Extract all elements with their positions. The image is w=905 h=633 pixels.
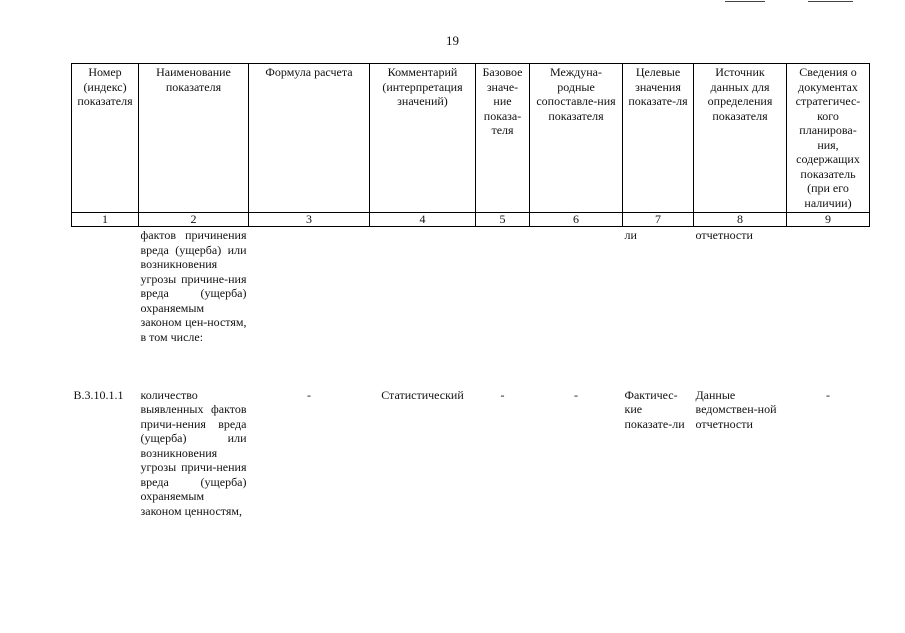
cell-comment (370, 227, 476, 387)
cell-international (530, 227, 623, 387)
table-row (72, 227, 870, 387)
table-row (72, 387, 870, 520)
cell-strategic-docs: - (826, 387, 830, 402)
header-cell-international: Междуна-родные сопоставле-ния показателя (530, 64, 623, 213)
scan-artifact-line (725, 1, 765, 2)
indicator-table (71, 63, 870, 519)
cell-target-value: Фактичес-кие показате-ли (624, 387, 685, 431)
cell-base-value: - (500, 387, 505, 402)
column-number: 1 (72, 213, 139, 227)
cell-name: фактов причинения вреда (ущерба) или возникновения угрозы причине-ния вреда (ущерба) охраняемым законом цен-ностям, в том числе: (140, 228, 247, 344)
column-number-row (72, 213, 870, 227)
cell-formula (249, 227, 370, 387)
cell-formula: - (307, 387, 311, 402)
cell-comment: Статистический (381, 387, 464, 402)
cell-data-source: отчетности (695, 228, 753, 242)
column-number: 8 (694, 213, 787, 227)
indicator-table-container (71, 63, 869, 519)
header-cell-target-value: Целевые значения показате-ля (623, 64, 694, 213)
column-number: 7 (623, 213, 694, 227)
page-number: 19 (446, 33, 459, 48)
column-number: 9 (787, 213, 870, 227)
table-header-row (72, 64, 870, 213)
header-cell-formula: Формула расчета (249, 64, 370, 213)
header-cell-name: Наименование показателя (139, 64, 249, 213)
column-number: 4 (370, 213, 476, 227)
scan-artifact-line (808, 1, 853, 2)
column-number: 3 (249, 213, 370, 227)
cell-data-source: Данные ведомствен-ной отчетности (695, 387, 777, 431)
header-cell-base-value: Базовое значе-ние показа-теля (476, 64, 530, 213)
header-cell-index: Номер (индекс) показателя (72, 64, 139, 213)
cell-target-value: ли (624, 228, 637, 242)
column-number: 5 (476, 213, 530, 227)
header-cell-strategic-docs: Сведения о документах стратегичес-кого планирова-ния, содержащих показатель (при его наличии) (787, 64, 870, 213)
cell-international: - (574, 387, 578, 402)
cell-strategic-docs (787, 227, 870, 387)
cell-index: В.3.10.1.1 (73, 387, 124, 402)
cell-name: количество выявленных фактов причи-нения вреда (ущерба) или возникновения угрозы причи-нения вреда (ущерба) охраняемым законом ценностям, (140, 387, 247, 518)
cell-index (72, 227, 139, 387)
header-cell-comment: Комментарий (интерпретация значений) (370, 64, 476, 213)
cell-base-value (476, 227, 530, 387)
column-number: 2 (139, 213, 249, 227)
column-number: 6 (530, 213, 623, 227)
header-cell-data-source: Источник данных для определения показателя (694, 64, 787, 213)
